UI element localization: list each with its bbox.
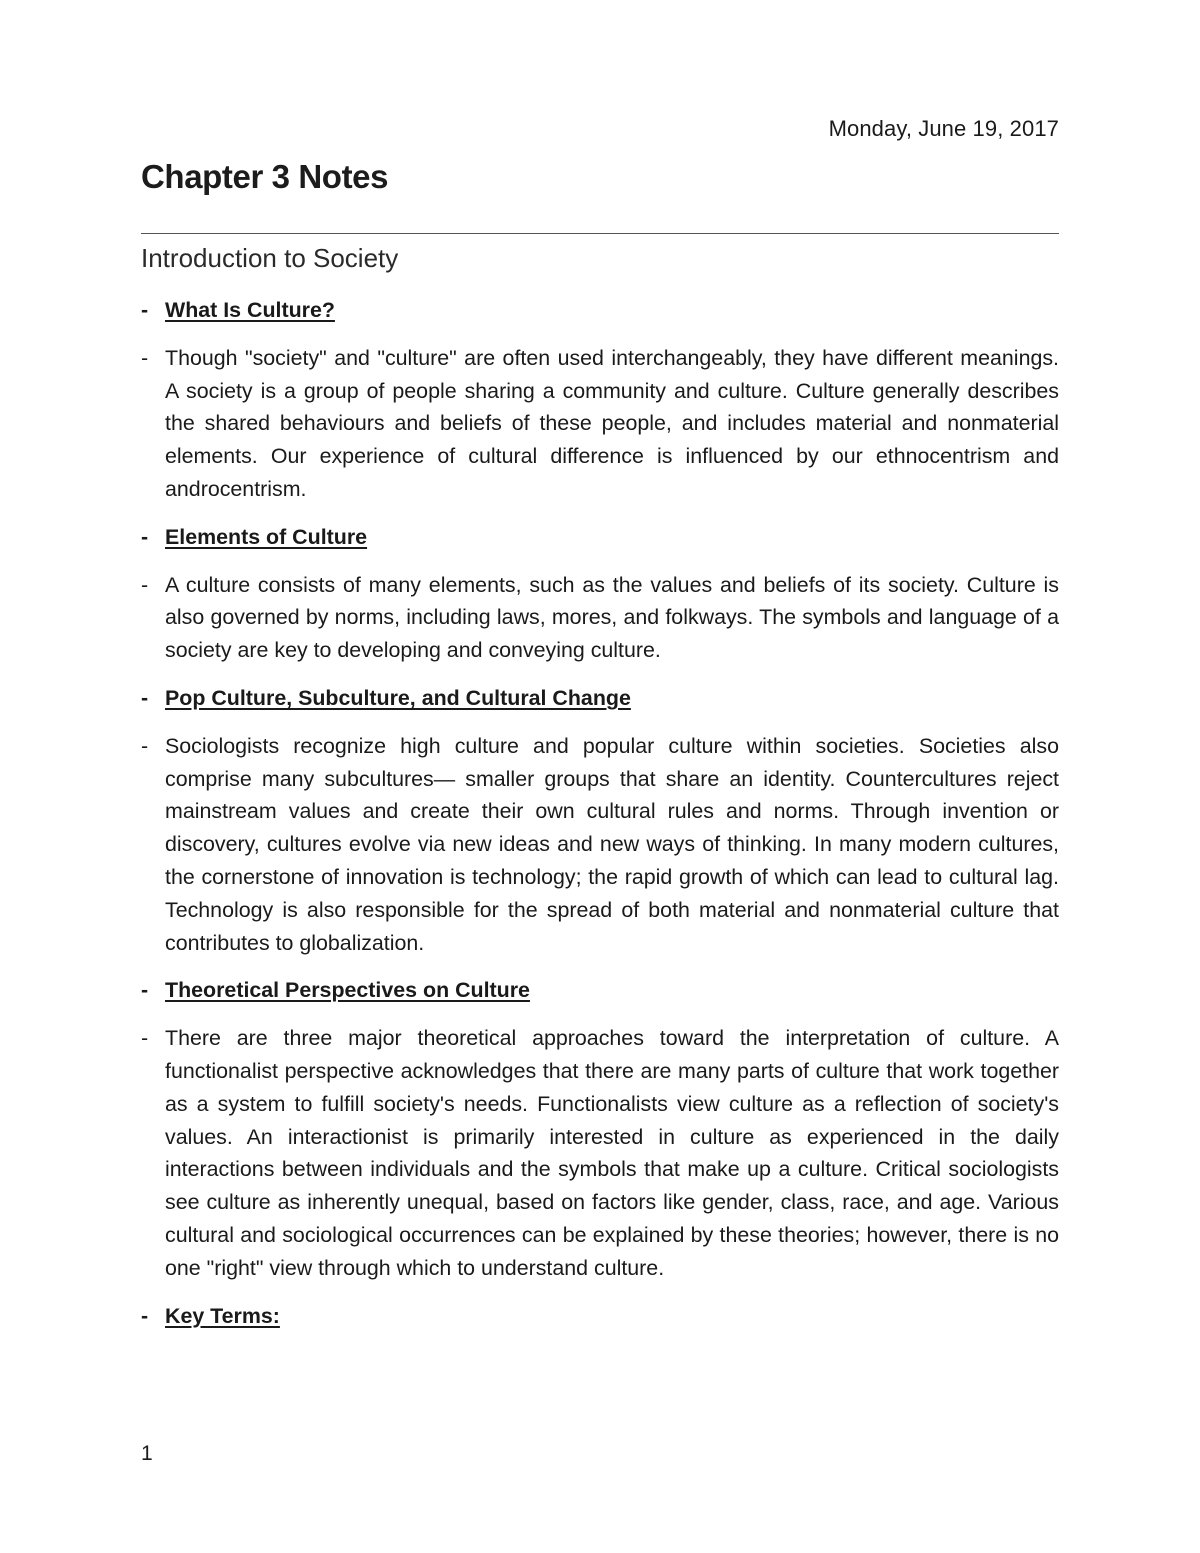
section-heading-what-is-culture	[141, 294, 1059, 327]
bullet-dash: -	[141, 524, 149, 549]
heading-text: Elements of Culture	[165, 524, 368, 549]
bullet-dash: -	[141, 345, 149, 370]
page-number: 1	[141, 1442, 153, 1465]
bullet-dash: -	[141, 978, 149, 1003]
heading-text: Key Terms:	[165, 1303, 280, 1328]
section-subtitle: Introduction to Society	[141, 243, 399, 273]
section-heading-key-terms	[141, 1300, 1059, 1333]
bullet-dash: -	[141, 1303, 149, 1328]
bullet-dash: -	[141, 1026, 149, 1051]
bullet-dash: -	[141, 685, 149, 710]
heading-text: Pop Culture, Subculture, and Cultural Change	[165, 685, 631, 710]
body-text: There are three major theoretical approaches toward the interpretation of culture. A functionalist perspective acknowledges that there are many parts of culture that work together as a system to fulfill society's needs. Functionalists view culture as a reflection of society's values. An interactionist is primarily interested in culture as experienced in the daily interactions between individuals and the symbols that make up a culture. Critical sociologists see culture as inherently unequal, based on factors like gender, class, race, and age. Various cultural and sociological occurrences can be explained by these theories; however, there is no one "right" view through which to understand culture.	[165, 1026, 1059, 1280]
title-divider	[141, 233, 1059, 234]
notes-content	[141, 294, 1059, 1347]
heading-text: Theoretical Perspectives on Culture	[165, 978, 530, 1003]
section-heading-theoretical-perspectives	[141, 974, 1059, 1007]
page-title: Chapter 3 Notes	[141, 158, 389, 195]
section-body-what-is-culture	[141, 342, 1059, 506]
body-text: A culture consists of many elements, such as the values and beliefs of its society. Culture is also governed by norms, including laws, mores, and folkways. The symbols and language of a society are key to developing and conveying culture.	[165, 572, 1059, 663]
section-body-pop-culture	[141, 730, 1059, 960]
section-body-elements-of-culture	[141, 569, 1059, 667]
section-heading-elements-of-culture	[141, 521, 1059, 554]
body-text: Sociologists recognize high culture and popular culture within societies. Societies also comprise many subcultures— smaller groups that share an identity. Countercultures reject mainstream values and create their own cultural rules and norms. Through invention or discovery, cultures evolve via new ideas and new ways of thinking. In many modern cultures, the cornerstone of innovation is technology; the rapid growth of which can lead to cultural lag. Technology is also responsible for the spread of both material and nonmaterial culture that contributes to globalization.	[165, 733, 1059, 955]
body-text: Though "society" and "culture" are often used interchangeably, they have different meanings. A society is a group of people sharing a community and culture. Culture generally describes the shared behaviours and beliefs of these people, and includes material and nonmaterial elements. Our experience of cultural difference is influenced by our ethnocentrism and androcentrism.	[165, 345, 1059, 501]
bullet-dash: -	[141, 298, 149, 322]
heading-text: What Is Culture?	[165, 298, 335, 322]
bullet-dash: -	[141, 733, 149, 758]
section-heading-pop-culture	[141, 682, 1059, 715]
document-date: Monday, June 19, 2017	[828, 116, 1059, 141]
section-body-theoretical-perspectives	[141, 1022, 1059, 1284]
bullet-dash: -	[141, 572, 149, 597]
